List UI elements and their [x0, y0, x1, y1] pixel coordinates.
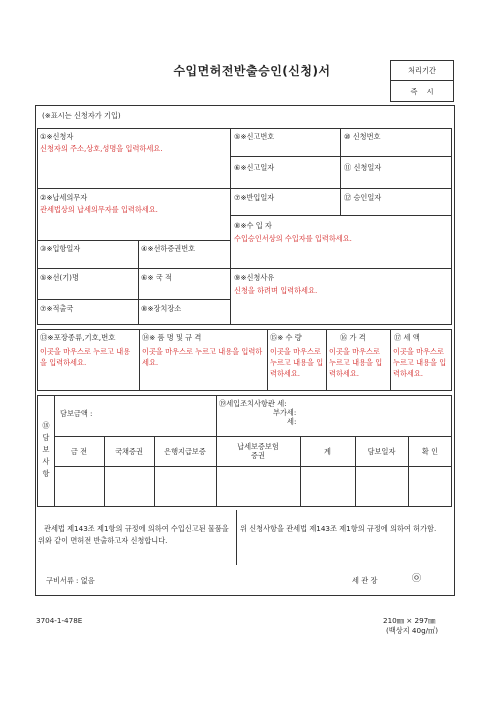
processing-label: 처리기간	[408, 66, 436, 75]
approve-date-label: ⑫ 승인일자	[344, 193, 382, 202]
qty-input[interactable]: 이곳을 마우스로 누르고 내용을 입력하세요.	[270, 347, 324, 378]
package-header: ⑬※포장종류,기호,번호	[40, 333, 116, 342]
page-title: 수입면허전반출승인(신청)서	[173, 64, 331, 78]
taxpayer-input[interactable]: 관세법상의 납세의무자를 입력하세요.	[40, 205, 158, 214]
guarantee-side-5: 항	[42, 469, 50, 478]
attachments-label: 구비서류 : 없음	[46, 576, 95, 585]
applicant-label: ①※신청자	[40, 132, 74, 141]
ship-name-label: ⑤※선(기)명	[40, 273, 79, 282]
bl-no-label: ④※선하증권번호	[141, 244, 196, 253]
apply-no-label: ⑩ 신청번호	[344, 132, 381, 141]
applicant-input[interactable]: 신청자의 주소,상호,성명을 입력하세요.	[40, 144, 163, 153]
col-confirm: 확 인	[421, 447, 439, 456]
processing-box	[390, 60, 454, 102]
statement-left: 관세법 제143조 제1항의 규정에 의하여 수입신고된 물품을 위와 같이 면허전 반출하고자 신청합니다.	[38, 524, 229, 545]
guarantee-amount-label: 담보금액 :	[60, 409, 93, 418]
entry-date-label: ③※입항일자	[40, 244, 81, 253]
customs-tax-label: 관 세:	[268, 399, 287, 408]
storage-label: ⑧※장치장소	[141, 304, 182, 313]
reason-input[interactable]: 신청을 하려며 입력하세요.	[234, 286, 318, 295]
spec-header: ⑭※ 품 명 및 규 격	[142, 333, 202, 342]
paper-size: 210㎜ × 297㎜	[383, 616, 436, 625]
processing-value: 즉 시	[410, 87, 434, 96]
col-date: 담보일자	[367, 447, 396, 456]
package-input[interactable]: 이곳을 마우스로 누르고 내용을 입력하세요.	[40, 347, 131, 367]
col-cash: 금 전	[70, 447, 88, 456]
importer-input[interactable]: 수입승인서상의 수입자를 입력하세요.	[234, 234, 352, 243]
qty-header: ⑮※ 수 량	[270, 333, 302, 342]
price-input[interactable]: 이곳을 마우스로 누르고 내용을 입력하세요.	[329, 347, 383, 378]
tax-input[interactable]: 이곳을 마우스로 누르고 내용을 입력하세요.	[393, 347, 447, 378]
col-insurance: 납세보증보험 증권	[237, 442, 279, 460]
tax-other-label: 세:	[287, 417, 297, 426]
form-number: 3704-1-478E	[36, 616, 83, 625]
guarantee-side-2: 담	[42, 433, 50, 442]
processing-divider	[391, 80, 453, 81]
col-gov-bond: 국채증권	[115, 447, 143, 456]
paper-type: (백상지 40g/㎡)	[386, 626, 439, 635]
spec-input[interactable]: 이곳을 마우스로 누르고 내용을 입력하세요.	[142, 347, 263, 367]
departure-label: ⑦※적출국	[40, 304, 74, 313]
tax-item-label: ⑲세입조치사항:	[219, 399, 271, 408]
seal-mark: ㉧	[412, 574, 422, 584]
reason-label: ⑨※신청사유	[234, 273, 275, 282]
guarantee-side-3: 보	[42, 445, 50, 454]
official-label: 세 관 장	[352, 576, 378, 585]
vat-label: 부가세:	[273, 408, 297, 417]
importer-label: ⑧※수 입 자	[234, 221, 272, 230]
price-header: ⑯ 가 격	[340, 333, 366, 342]
apply-date-label: ⑪ 신청일자	[344, 163, 382, 172]
tax-header: ⑰ 세 액	[394, 333, 420, 342]
report-no-label: ⑤※신고번호	[234, 132, 275, 141]
col-bank-guarantee: 은행지급보증	[164, 447, 206, 456]
taxpayer-label: ②※납세의무자	[40, 193, 88, 202]
statement-right: 위 신청사항을 관세법 제143조 제1항의 규정에 의하여 허가함.	[240, 524, 437, 533]
nationality-label: ⑥※ 국 적	[141, 273, 172, 282]
col-total: 계	[324, 447, 331, 456]
report-date-label: ⑥※신고일자	[234, 163, 275, 172]
carry-in-date-label: ⑦※반입일자	[234, 193, 275, 202]
guarantee-side-1: ⑱	[42, 421, 50, 430]
guarantee-side-4: 사	[42, 457, 50, 466]
note-text: (※표시는 신청자가 기입)	[42, 111, 121, 120]
